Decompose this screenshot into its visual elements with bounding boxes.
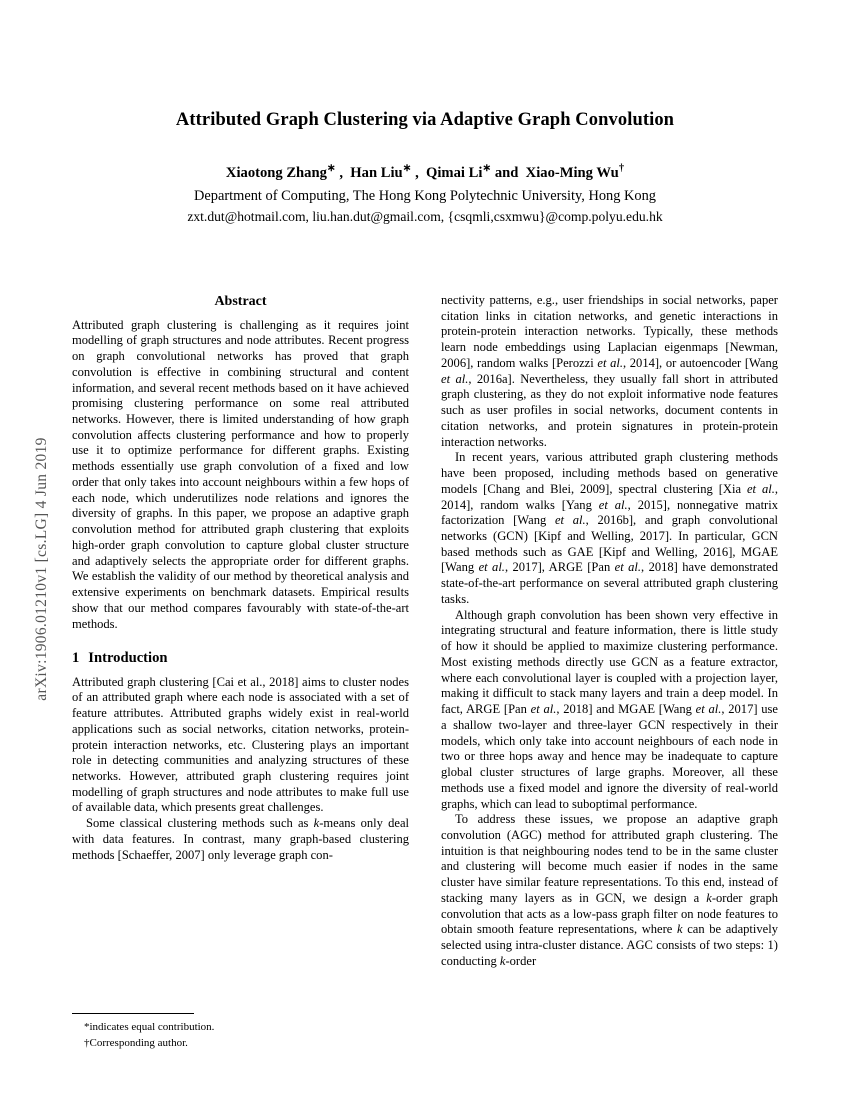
body-columns [72, 293, 778, 1013]
author-list: Xiaotong Zhang∗ , Han Liu∗ , Qimai Li∗ and Xiao-Ming Wu† [225, 163, 625, 181]
footnote-rule [72, 1013, 194, 1014]
paragraph: In recent years, various attributed graph clustering methods have been proposed, including methods based on generative models [Chang and Blei, 2009], spectral clustering [Xia et al., 2014], random walks [Yang et al., 2015], nonnegative matrix factorization [Wang et al., 2016b], and graph convolutional networks (GCN) [Kipf and Welling, 2017]. In particular, GCN based methods such as GAE [Kipf and Welling, 2016], MGAE [Wang et al., 2017], ARGE [Pan et al., 2018] have demonstrated state-of-the-art performance on several attributed graph clustering tasks. [441, 450, 778, 606]
paragraph: Although graph convolution has been shown very effective in integrating structural and feature information, there is little study of how it should be applied to maximize clustering performance. Most existing methods directly use GCN as a feature extractor, where each convolutional layer is coupled with a projection layer, making it difficult to stack many layers and train a deep model. In fact, ARGE [Pan et al., 2018] and MGAE [Wang et al., 2017] use a shallow two-layer and three-layer GCN respectively in their models, which only take into account neighbours of each node in two or three hops away and hence may be inadequate to capture global cluster structures of large graphs. Moreover, all these methods use a fixed model and ignore the diversity of real-world graphs, which can lead to suboptimal performance. [441, 607, 778, 811]
paragraph: To address these issues, we propose an adaptive graph convolution (AGC) method for attributed graph clustering. The intuition is that neighbouring nodes tend to be in the same cluster and clustering will become much easier if nodes in the same cluster have similar feature representations. To this end, instead of stacking many layers as in GCN, we design a k-order graph convolution that acts as a low-pass graph filter on node features to obtain smooth feature representations, where k can be adaptively selected using intra-cluster distance. AGC consists of two steps: 1) conducting k-order [441, 812, 779, 968]
paragraph: nectivity patterns, e.g., user friendships in social networks, paper citation links in citation networks, and genetic interactions in protein-protein interaction networks. Typically, these methods learn node embeddings using Laplacian eigenmaps [Newman, 2006], random walks [Perozzi et al., 2014], or autoencoder [Wang et al., 2016a]. Nevertheless, they usually fall short in attributed graph clustering, as they do not exploit informative node features such as user profiles in social networks, document contents in citation networks, and protein signatures in protein-protein interaction networks. [441, 293, 779, 449]
footnote-item: *indicates equal contribution. [84, 1021, 215, 1033]
footnote-item: †Corresponding author. [84, 1037, 188, 1050]
page-title: Attributed Graph Clustering via Adaptive Graph Convolution [175, 110, 675, 130]
section-number: 1 [72, 650, 80, 667]
abstract-body [72, 318, 409, 633]
abstract-text: Attributed graph clustering is challenging as it requires joint modelling of graph structures and node attributes. Recent progress on graph convolutional networks has proved that graph convolution is effective in combining structural and content information, and several recent methods based on it have achieved promising clustering performance on some real attributed networks. However, there is limited understanding of how graph convolution affects clustering performance and how to properly use it to optimize performance for different graphs. Existing methods essentially use graph convolution of a fixed and low order that only takes into account neighbours within a few hops of each node, which underutilizes node relations and ignores the diversity of graphs. In this paper, we propose an adaptive graph convolution method for attributed graph clustering that exploits high-order graph convolution to capture global cluster structure and adaptively selects the appropriate order for different graphs. We establish the validity of our method by theoretical analysis and extensive experiments on benchmark datasets. Empirical results show that our method compares favourably with state-of-the-art methods. [72, 317, 409, 631]
right-column [441, 293, 778, 970]
abstract-heading: Abstract [214, 294, 267, 309]
email-list: zxt.dut@hotmail.com, liu.han.dut@gmail.com, {csqmli,csxmwu}@comp.polyu.edu.hk [187, 209, 663, 224]
arxiv-stamp: arXiv:1906.01210v1 [cs.LG] 4 Jun 2019 [33, 437, 50, 701]
paragraph: Attributed graph clustering [Cai et al., 2018] aims to cluster nodes of an attributed graph where each node is associated with a set of feature attributes. Attributed graphs widely exist in real-world applications such as social networks, citation networks, protein-protein interaction networks, etc. Clustering plays an important role in detecting communities and analyzing structures of these networks. However, attributed graph clustering requires joint modelling of graph structures and node attributes to make full use of available data, which presents great challenges. [72, 674, 409, 815]
paragraph: Some classical clustering methods such as k-means only deal with data features. In contrast, many graph-based clustering methods [Schaeffer, 2007] only leverage graph con- [72, 816, 410, 862]
section-heading-introduction [72, 649, 409, 667]
section-title: Introduction [88, 650, 168, 667]
footnotes [72, 1013, 409, 1053]
paper-header [72, 110, 778, 225]
left-column [72, 293, 409, 863]
affiliation: Department of Computing, The Hong Kong Polytechnic University, Hong Kong [193, 188, 657, 204]
